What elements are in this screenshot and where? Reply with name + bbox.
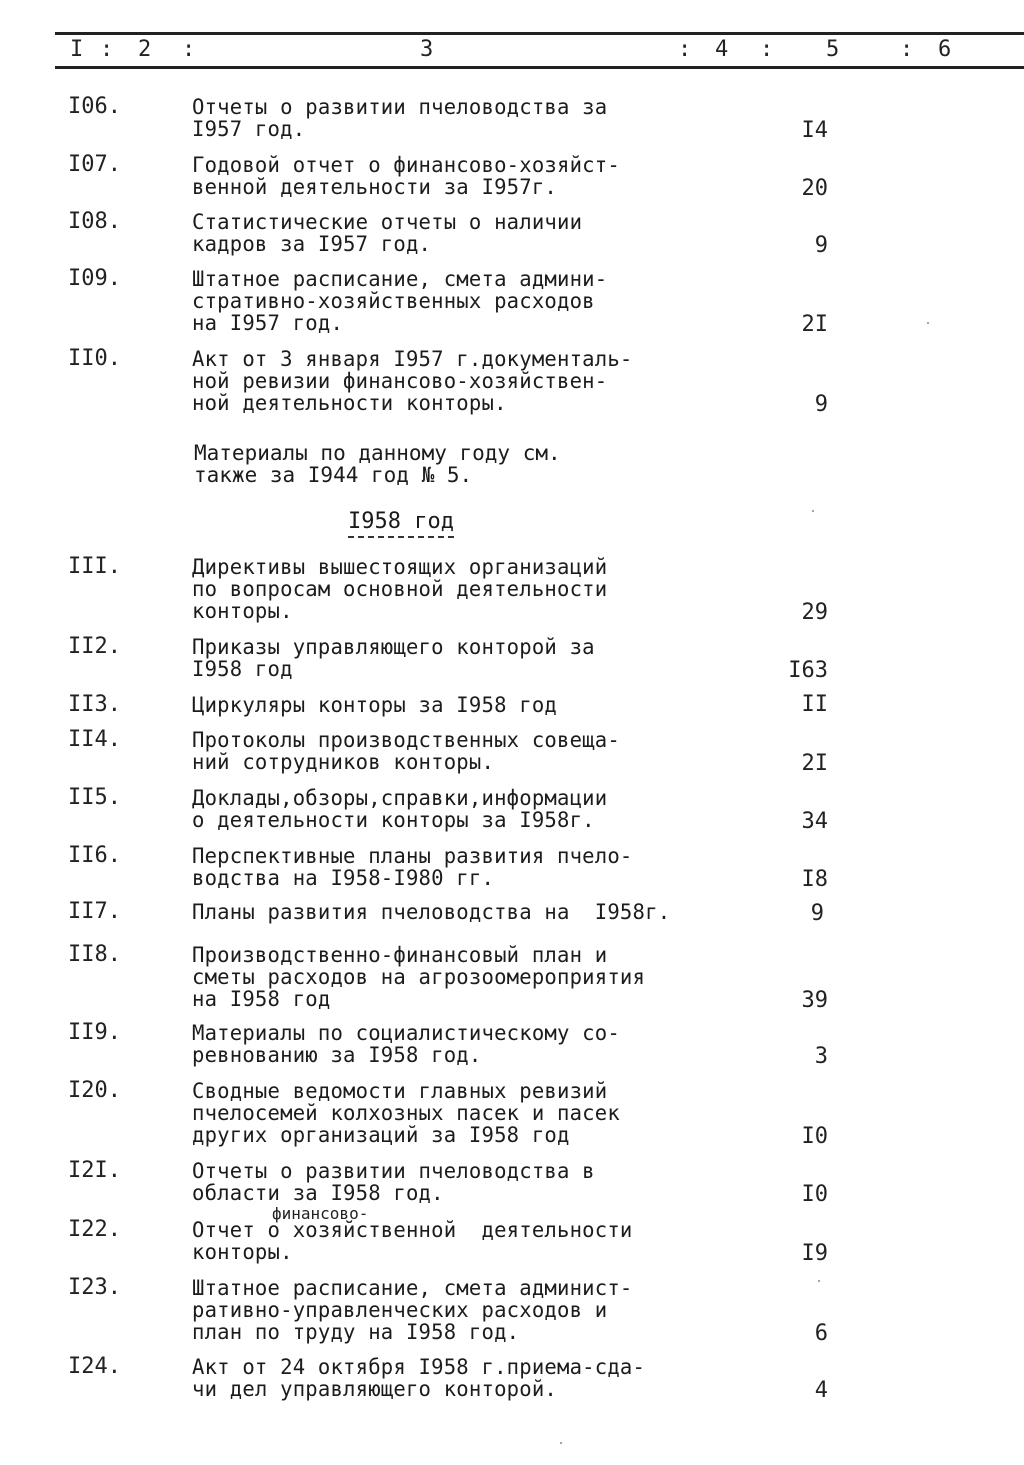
entry-sheet-count: I0 [801, 1124, 828, 1149]
header-top-rule [55, 32, 1024, 35]
entry-number: I24. [68, 1354, 121, 1379]
entry-sheet-count: 29 [801, 600, 828, 625]
entry-number: II2. [68, 634, 121, 659]
entry-number: II6. [68, 843, 121, 868]
entry-title-line: Статистические отчеты о наличии [192, 210, 583, 234]
entry-title-line: Сводные ведомости главных ревизий [192, 1079, 608, 1103]
entry-sheet-count: 2I [801, 751, 828, 776]
entry-title-line: Директивы вышестоящих организаций [192, 555, 608, 579]
entry-title-line: конторы. [192, 599, 293, 623]
entry-title-line: ревнованию за I958 год. [192, 1043, 482, 1067]
scan-artifact [818, 1280, 820, 1282]
entry-sheet-count: 3 [814, 1044, 828, 1069]
entry-sheet-count: I63 [788, 658, 828, 683]
entry-number: II5. [68, 785, 121, 810]
entry-sheet-count: 39 [801, 988, 828, 1013]
entry-number: I07. [68, 152, 121, 177]
entry-number: II8. [68, 942, 121, 967]
scan-artifact [927, 322, 929, 324]
section-heading-1958: I958 год [348, 510, 454, 538]
entry-title-line: Производственно-финансовый план и [192, 943, 608, 967]
entry-title-line: Штатное расписание, смета админи- [192, 267, 608, 291]
entry-title-line: сметы расходов на агрозоомероприятия [192, 965, 646, 989]
entry-title-line: на I958 год [192, 987, 331, 1011]
note-line: Материалы по данному году см. [194, 441, 561, 465]
column-header-1: I [70, 37, 84, 62]
entry-number: I23. [68, 1275, 121, 1300]
entry-title-line: конторы. [192, 1240, 293, 1264]
entry-title-line: Отчет о хозяйственной деятельности [192, 1218, 633, 1242]
entry-sheet-count: 2I [801, 312, 828, 337]
entry-number: I06. [68, 94, 121, 119]
column-separator: : [182, 37, 196, 62]
entry-title-line: Протоколы производственных совеща- [192, 728, 620, 752]
entry-title-line: Материалы по социалистическому со- [192, 1021, 620, 1045]
entry-title-line: других организаций за I958 год [192, 1123, 570, 1147]
column-header-4: 4 [715, 37, 729, 62]
entry-title-line: ративно-управленческих расходов и [192, 1298, 608, 1322]
entry-title-line: пчелосемей колхозных пасек и пасек [192, 1101, 620, 1125]
column-header-6: 6 [938, 37, 952, 62]
entry-number: II3. [68, 692, 121, 717]
entry-sheet-count: II [801, 692, 828, 717]
entry-title-line: Приказы управляющего конторой за [192, 635, 595, 659]
entry-title-line: водства на I958-I980 гг. [192, 866, 495, 890]
entry-title-line: Отчеты о развитии пчеловодства за [192, 95, 608, 119]
entry-number: II0. [68, 346, 121, 371]
entry-title-line: Штатное расписание, смета админист- [192, 1276, 633, 1300]
column-header-3: 3 [420, 37, 434, 62]
entry-number: III. [68, 554, 121, 579]
entry-title-line: венной деятельности за I957г. [192, 175, 558, 199]
entry-title-line: Отчеты о развитии пчеловодства в [192, 1159, 595, 1183]
entry-title-line: Планы развития пчеловодства на I958г. [192, 900, 671, 924]
entry-sheet-count: I4 [801, 118, 828, 143]
entry-title-line: чи дел управляющего конторой. [192, 1377, 558, 1401]
entry-number: I20. [68, 1078, 121, 1103]
entry-number: II7. [68, 899, 121, 924]
entry-sheet-count: 6 [814, 1321, 828, 1346]
column-separator: : [678, 37, 692, 62]
scan-artifact [812, 510, 814, 512]
entry-sheet-count: 9 [814, 233, 828, 258]
column-separator: : [100, 37, 114, 62]
entry-number: I08. [68, 209, 121, 234]
entry-title-line: план по труду на I958 год. [192, 1320, 520, 1344]
column-header-2: 2 [138, 37, 152, 62]
entry-number: II4. [68, 727, 121, 752]
entry-sheet-count: I9 [801, 1241, 828, 1266]
entry-title-line: Доклады,обзоры,справки,информации [192, 786, 608, 810]
entry-number: I09. [68, 266, 121, 291]
entry-title-line: по вопросам основной деятельности [192, 577, 608, 601]
scan-artifact [560, 1442, 562, 1444]
entry-sheet-count: 9 [810, 901, 824, 926]
note-line: также за I944 год № 5. [194, 463, 473, 487]
header-bottom-rule [55, 66, 1024, 69]
entry-title-line: Акт от 3 января I957 г.документаль- [192, 347, 633, 371]
entry-title-line: I958 год [192, 657, 293, 681]
entry-title-line: ной ревизии финансово-хозяйствен- [192, 369, 608, 393]
entry-sheet-count: 34 [801, 809, 828, 834]
entry-title-line: I957 год. [192, 117, 306, 141]
entry-sheet-count: I0 [801, 1182, 828, 1207]
entry-title-line: ной деятельности конторы. [192, 391, 507, 415]
column-separator: : [900, 37, 914, 62]
entry-title-line: стративно-хозяйственных расходов [192, 289, 595, 313]
entry-sheet-count: 4 [814, 1378, 828, 1403]
entry-title-line: о деятельности конторы за I958г. [192, 808, 595, 832]
column-header-5: 5 [826, 37, 840, 62]
handwritten-insertion: финансово- [272, 1204, 369, 1223]
entry-title-line: ний сотрудников конторы. [192, 750, 495, 774]
entry-number: I2I. [68, 1158, 121, 1183]
entry-title-line: Годовой отчет о финансово-хозяйст- [192, 153, 620, 177]
column-separator: : [760, 37, 774, 62]
entry-title-line: на I957 год. [192, 311, 344, 335]
entry-number: II9. [68, 1020, 121, 1045]
entry-title-line: Перспективные планы развития пчело- [192, 844, 633, 868]
entry-title-line: кадров за I957 год. [192, 232, 432, 256]
entry-number: I22. [68, 1217, 121, 1242]
entry-sheet-count: 20 [801, 176, 828, 201]
entry-title-line: Циркуляры конторы за I958 год [192, 693, 558, 717]
entry-sheet-count: 9 [814, 392, 828, 417]
entry-sheet-count: I8 [801, 867, 828, 892]
entry-title-line: Акт от 24 октября I958 г.приема-сда- [192, 1355, 646, 1379]
entry-title-line: области за I958 год. [192, 1181, 444, 1205]
